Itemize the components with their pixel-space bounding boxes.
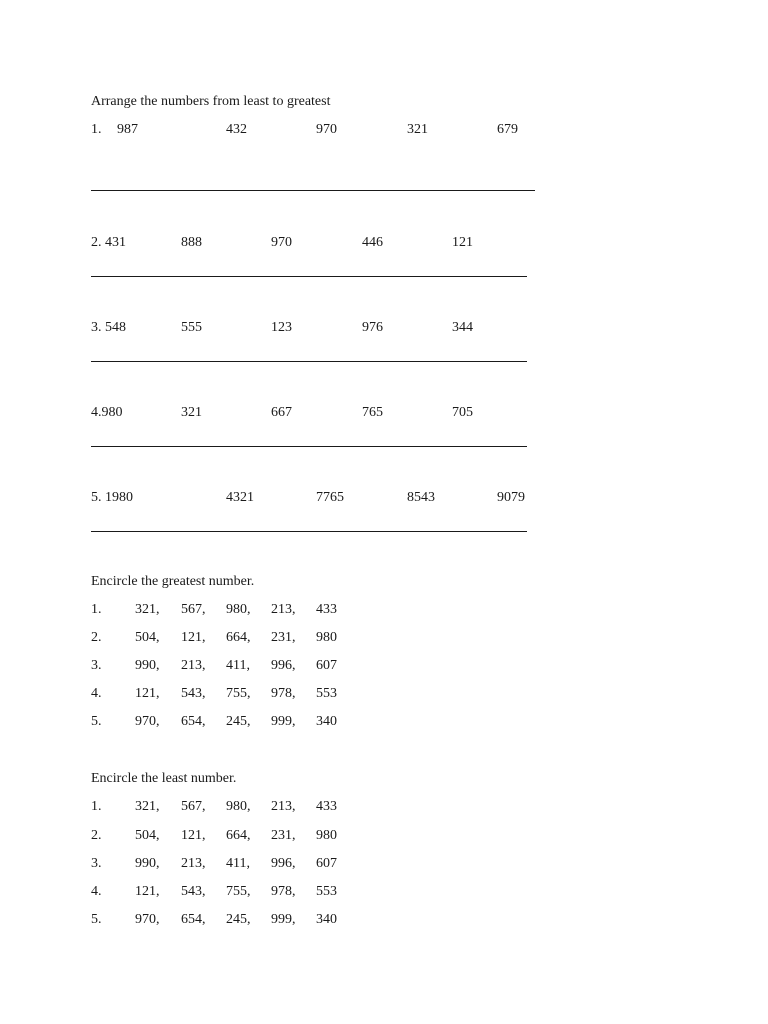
greatest-row-4-number-4[interactable]: 978, [271, 686, 296, 701]
least-row-1-number-2[interactable]: 567, [181, 799, 206, 814]
arrange-item-2-number-2: 970 [271, 235, 292, 250]
arrange-item-5-label: 5. 1980 [91, 490, 133, 505]
greatest-row-1-number-1[interactable]: 321, [135, 602, 160, 617]
answer-line-5[interactable] [91, 531, 527, 532]
least-row-2-number-5[interactable]: 980 [316, 828, 337, 843]
greatest-heading: Encircle the greatest number. [91, 574, 255, 589]
arrange-item-2-number-1: 888 [181, 235, 202, 250]
greatest-row-1-number-2[interactable]: 567, [181, 602, 206, 617]
greatest-row-4-number-3[interactable]: 755, [226, 686, 251, 701]
greatest-row-5-number-1[interactable]: 970, [135, 714, 160, 729]
least-row-5-number-2[interactable]: 654, [181, 912, 206, 927]
arrange-item-3-number-3: 976 [362, 320, 383, 335]
greatest-row-2-number-5[interactable]: 980 [316, 630, 337, 645]
least-row-4-number-2[interactable]: 543, [181, 884, 206, 899]
least-row-2-label: 2. [91, 828, 102, 843]
greatest-row-2-label: 2. [91, 630, 102, 645]
greatest-row-2-number-4[interactable]: 231, [271, 630, 296, 645]
greatest-row-5-label: 5. [91, 714, 102, 729]
answer-line-3[interactable] [91, 361, 527, 362]
greatest-row-3-number-1[interactable]: 990, [135, 658, 160, 673]
arrange-item-1-number-4: 321 [407, 122, 428, 137]
arrange-item-3-number-4: 344 [452, 320, 473, 335]
arrange-item-5-number-3: 8543 [407, 490, 435, 505]
least-row-4-number-5[interactable]: 553 [316, 884, 337, 899]
least-row-4-number-1[interactable]: 121, [135, 884, 160, 899]
least-row-5-number-5[interactable]: 340 [316, 912, 337, 927]
greatest-row-3-number-3[interactable]: 411, [226, 658, 250, 673]
least-row-3-number-5[interactable]: 607 [316, 856, 337, 871]
least-row-4-number-3[interactable]: 755, [226, 884, 251, 899]
arrange-item-4-number-2: 667 [271, 405, 292, 420]
greatest-row-5-number-2[interactable]: 654, [181, 714, 206, 729]
arrange-item-1-number-5: 679 [497, 122, 518, 137]
least-row-2-number-2[interactable]: 121, [181, 828, 206, 843]
greatest-row-5-number-5[interactable]: 340 [316, 714, 337, 729]
greatest-row-4-label: 4. [91, 686, 102, 701]
least-row-3-number-2[interactable]: 213, [181, 856, 206, 871]
greatest-row-1-number-4[interactable]: 213, [271, 602, 296, 617]
least-row-3-label: 3. [91, 856, 102, 871]
arrange-item-4-number-1: 321 [181, 405, 202, 420]
least-row-4-label: 4. [91, 884, 102, 899]
greatest-row-3-number-5[interactable]: 607 [316, 658, 337, 673]
greatest-row-5-number-4[interactable]: 999, [271, 714, 296, 729]
least-row-4-number-4[interactable]: 978, [271, 884, 296, 899]
arrange-item-2-number-3: 446 [362, 235, 383, 250]
greatest-row-1-number-5[interactable]: 433 [316, 602, 337, 617]
arrange-item-5-number-4: 9079 [497, 490, 525, 505]
greatest-row-5-number-3[interactable]: 245, [226, 714, 251, 729]
arrange-item-1-number-3: 970 [316, 122, 337, 137]
least-row-3-number-4[interactable]: 996, [271, 856, 296, 871]
arrange-item-5-number-1: 4321 [226, 490, 254, 505]
greatest-row-3-number-4[interactable]: 996, [271, 658, 296, 673]
arrange-item-4-number-4: 705 [452, 405, 473, 420]
arrange-item-5-number-2: 7765 [316, 490, 344, 505]
arrange-item-1-label: 1. [91, 122, 102, 137]
arrange-item-3-number-2: 123 [271, 320, 292, 335]
least-row-2-number-3[interactable]: 664, [226, 828, 251, 843]
arrange-item-3-label: 3. 548 [91, 320, 126, 335]
greatest-row-2-number-2[interactable]: 121, [181, 630, 206, 645]
least-row-2-number-4[interactable]: 231, [271, 828, 296, 843]
greatest-row-1-number-3[interactable]: 980, [226, 602, 251, 617]
least-row-5-number-1[interactable]: 970, [135, 912, 160, 927]
arrange-item-1-number-2: 432 [226, 122, 247, 137]
greatest-row-2-number-1[interactable]: 504, [135, 630, 160, 645]
greatest-row-4-number-1[interactable]: 121, [135, 686, 160, 701]
least-row-1-number-1[interactable]: 321, [135, 799, 160, 814]
greatest-row-3-number-2[interactable]: 213, [181, 658, 206, 673]
answer-line-2[interactable] [91, 276, 527, 277]
arrange-item-4-number-3: 765 [362, 405, 383, 420]
arrange-item-4-label: 4.980 [91, 405, 123, 420]
greatest-row-2-number-3[interactable]: 664, [226, 630, 251, 645]
least-row-5-number-4[interactable]: 999, [271, 912, 296, 927]
least-row-1-number-5[interactable]: 433 [316, 799, 337, 814]
least-heading: Encircle the least number. [91, 771, 237, 786]
arrange-item-2-number-4: 121 [452, 235, 473, 250]
greatest-row-1-label: 1. [91, 602, 102, 617]
greatest-row-4-number-2[interactable]: 543, [181, 686, 206, 701]
least-row-3-number-3[interactable]: 411, [226, 856, 250, 871]
least-row-1-label: 1. [91, 799, 102, 814]
arrange-item-3-number-1: 555 [181, 320, 202, 335]
arrange-item-1-number-1: 987 [117, 122, 138, 137]
least-row-5-number-3[interactable]: 245, [226, 912, 251, 927]
least-row-1-number-4[interactable]: 213, [271, 799, 296, 814]
greatest-row-3-label: 3. [91, 658, 102, 673]
greatest-row-4-number-5[interactable]: 553 [316, 686, 337, 701]
arrange-heading: Arrange the numbers from least to greatest [91, 94, 331, 109]
arrange-item-2-label: 2. 431 [91, 235, 126, 250]
least-row-5-label: 5. [91, 912, 102, 927]
answer-line-1[interactable] [91, 190, 535, 191]
least-row-1-number-3[interactable]: 980, [226, 799, 251, 814]
least-row-3-number-1[interactable]: 990, [135, 856, 160, 871]
answer-line-4[interactable] [91, 446, 527, 447]
least-row-2-number-1[interactable]: 504, [135, 828, 160, 843]
